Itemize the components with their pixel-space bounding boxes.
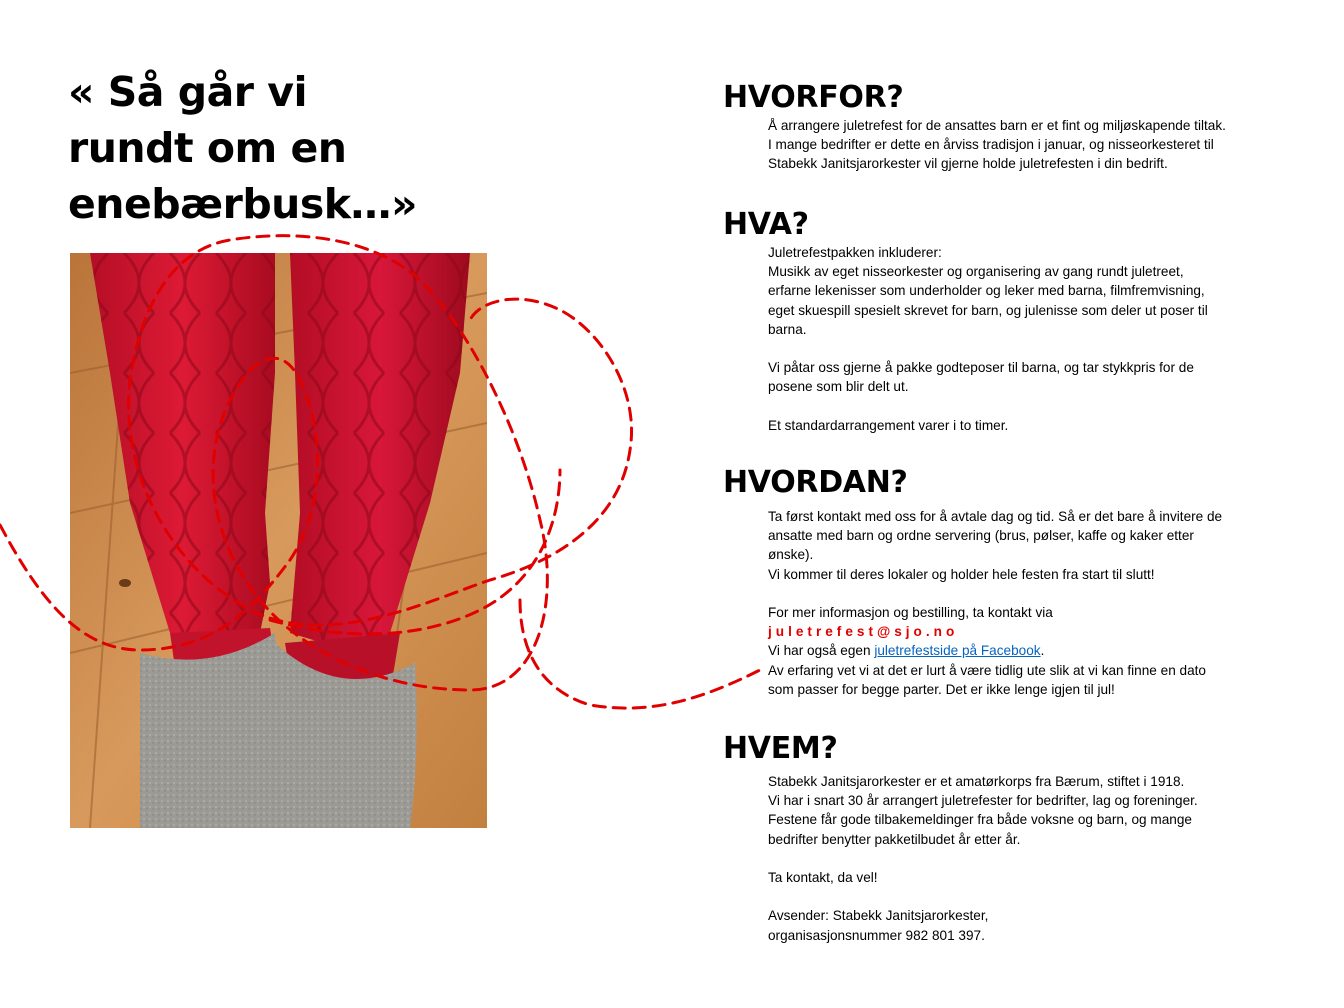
text-line: I mange bedrifter er dette en årviss tradisjon i januar, og nisseorkesteret til bbox=[768, 137, 1214, 153]
section-hva bbox=[723, 207, 1283, 435]
text-line: Juletrefestpakken inkluderer: bbox=[768, 245, 942, 260]
text-line: Vi påtar oss gjerne å pakke godteposer til barna, og tar stykkpris for de bbox=[768, 360, 1194, 376]
hvordan-body bbox=[768, 507, 1278, 699]
facebook-link[interactable]: juletrefestside på Facebook bbox=[874, 643, 1041, 659]
text-line: som passer for begge parter. Det er ikke lenge igjen til jul! bbox=[768, 681, 1115, 697]
socks-illustration bbox=[70, 253, 487, 828]
sender-line: organisasjonsnummer 982 801 397. bbox=[768, 927, 985, 943]
text-line: Å arrangere juletrefest for de ansattes barn er et fint og miljøskapende tiltak. bbox=[768, 118, 1226, 133]
title-line-2: rundt om en bbox=[68, 124, 347, 172]
text-line: barna. bbox=[768, 321, 807, 337]
text-line: Ta først kontakt med oss for å avtale dag og tid. Så er det bare å invitere de bbox=[768, 509, 1223, 524]
text-line: Et standardarrangement varer i to timer. bbox=[768, 417, 1009, 433]
text-line: erfarne lekenisser som underholder og leker med barna, filmfremvisning, bbox=[768, 283, 1205, 299]
fb-prefix: Vi har også egen bbox=[768, 643, 875, 659]
text-line: Stabekk Janitsjarorkester vil gjerne holde juletrefesten i din bedrift. bbox=[768, 156, 1168, 172]
hvem-body bbox=[768, 772, 1278, 945]
text-line: Festene får gode tilbakemeldinger fra både voksne og barn, og mange bbox=[768, 812, 1192, 828]
heading-hvordan: HVORDAN? bbox=[723, 465, 908, 500]
heading-hvem: HVEM? bbox=[723, 731, 838, 766]
hvorfor-body bbox=[768, 116, 1278, 174]
text-line: ansatte med barn og ordne servering (brus, pølser, kaffe og kaker etter bbox=[768, 528, 1194, 544]
section-hvorfor bbox=[723, 80, 1283, 174]
text-line: bedrifter benytter pakketilbudet år etter år. bbox=[768, 831, 1021, 847]
text-line: Stabekk Janitsjarorkester er et amatørkorps fra Bærum, stiftet i 1918. bbox=[768, 774, 1185, 789]
sender-line: Avsender: Stabekk Janitsjarorkester, bbox=[768, 908, 989, 924]
contact-intro: For mer informasjon og bestilling, ta kontakt via bbox=[768, 605, 1053, 620]
text-line: Av erfaring vet vi at det er lurt å være tidlig ute slik at vi kan finne en dato bbox=[768, 662, 1206, 678]
page-title bbox=[68, 64, 468, 232]
fb-suffix: . bbox=[1040, 643, 1045, 659]
text-line: Musikk av eget nisseorkester og organisering av gang rundt juletreet, bbox=[768, 264, 1184, 280]
facebook-line bbox=[768, 641, 1278, 660]
text-line: eget skuespill spesielt skrevet for barn, og julenisse som deler ut poser til bbox=[768, 302, 1208, 318]
email-link[interactable]: juletrefest@sjo.no bbox=[768, 624, 959, 640]
closing-line: Ta kontakt, da vel! bbox=[768, 870, 878, 885]
section-hvordan bbox=[723, 465, 1283, 699]
title-line-1: « Så går vi bbox=[68, 68, 308, 116]
hva-body bbox=[768, 243, 1278, 435]
heading-hvorfor: HVORFOR? bbox=[723, 80, 904, 115]
title-line-3: enebærbusk…» bbox=[68, 180, 418, 228]
heading-hva: HVA? bbox=[723, 207, 809, 242]
socks-photo bbox=[70, 253, 487, 828]
text-line: posene som blir delt ut. bbox=[768, 379, 909, 395]
text-line: ønske). bbox=[768, 547, 814, 563]
section-hvem bbox=[723, 731, 1283, 945]
text-line: Vi har i snart 30 år arrangert juletrefester for bedrifter, lag og foreninger. bbox=[768, 793, 1198, 809]
text-line: Vi kommer til deres lokaler og holder hele festen fra start til slutt! bbox=[768, 566, 1155, 582]
